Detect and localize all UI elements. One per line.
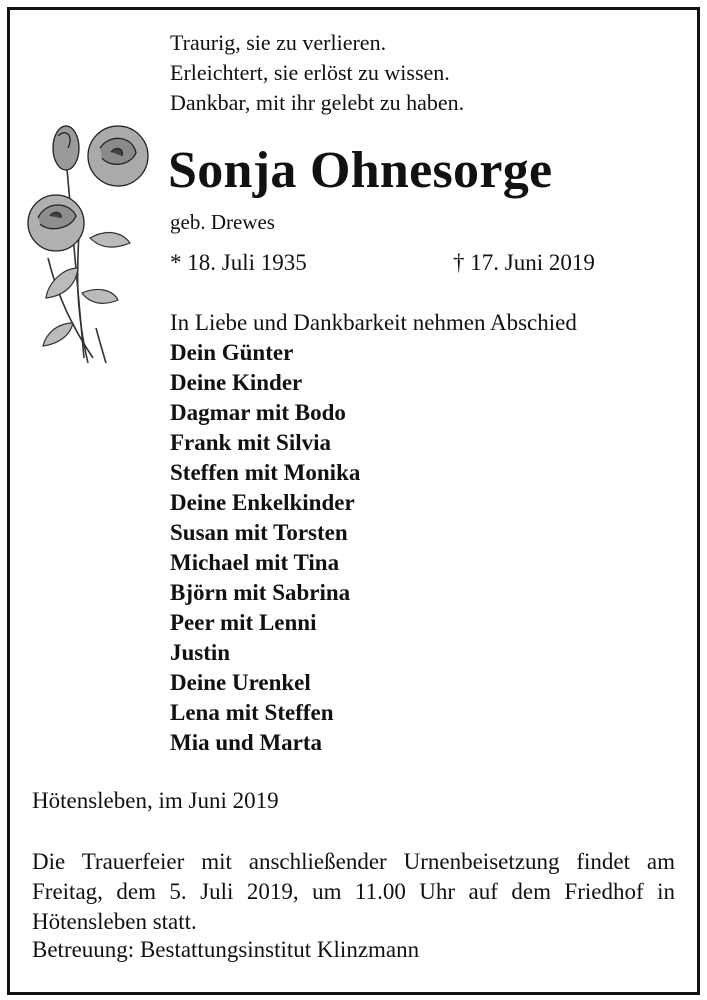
mourner-name: Steffen mit Monika: [170, 460, 361, 485]
service-info: Die Trauerfeier mit anschließender Urnenbeisetzung findet am Freitag, dem 5. Juli 2019, um 11.00 Uhr auf dem Friedhof in Hötensleben statt.: [32, 849, 675, 934]
mourner-name: Björn mit Sabrina: [170, 580, 351, 605]
mourner-name: Dagmar mit Bodo: [170, 400, 346, 425]
deceased-name: Sonja Ohnesorge: [168, 142, 553, 199]
mourning-intro: In Liebe und Dankbarkeit nehmen Abschied: [170, 310, 577, 335]
birth-date: * 18. Juli 1935: [170, 250, 307, 275]
mourner-name: Deine Kinder: [170, 370, 303, 395]
roses-icon: [18, 118, 158, 368]
funeral-home: Betreuung: Bestattungsinstitut Klinzmann: [32, 937, 420, 962]
mourner-name: Susan mit Torsten: [170, 520, 348, 545]
mourner-name: Lena mit Steffen: [170, 700, 334, 725]
poem: [170, 28, 464, 118]
mourner-name: Michael mit Tina: [170, 550, 340, 575]
poem-line: Dankbar, mit ihr gelebt zu haben.: [170, 90, 465, 115]
mourner-name: Peer mit Lenni: [170, 610, 317, 635]
place-date: Hötensleben, im Juni 2019: [32, 788, 279, 813]
mourner-name: Deine Urenkel: [170, 670, 311, 695]
mourner-name: Frank mit Silvia: [170, 430, 332, 455]
poem-line: Erleichtert, sie erlöst zu wissen.: [170, 60, 450, 85]
mourner-name: Dein Günter: [170, 340, 294, 365]
mourners-list: [170, 338, 360, 758]
birth-name: geb. Drewes: [170, 210, 275, 234]
poem-line: Traurig, sie zu verlieren.: [170, 30, 387, 55]
death-date: † 17. Juni 2019: [453, 250, 595, 275]
mourner-name: Justin: [170, 640, 231, 665]
mourner-name: Deine Enkelkinder: [170, 490, 355, 515]
mourner-name: Mia und Marta: [170, 730, 323, 755]
